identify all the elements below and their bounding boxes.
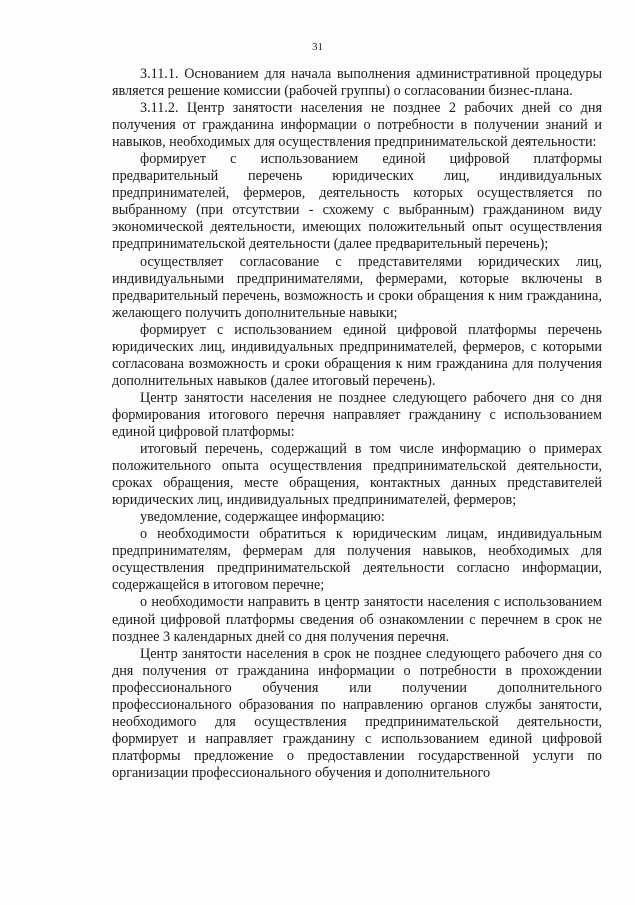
paragraph-need-to-send: о необходимости направить в центр занятости населения с использованием единой цифровой платформы сведения об ознакомлении с перечнем в срок не позднее 3 календарных дней со дня получения перечня. bbox=[112, 594, 602, 645]
paragraph-preliminary-list: формирует с использованием единой цифровой платформы предварительный перечень юридических лиц, индивидуальных предпринимателей, фермеров, деятельность которых осуществляется по выбранному (при отсутствии - схожему с выбранным) гражданином виду экономической деятельности, имеющих положительный опыт осуществления предпринимательской деятельности (далее предварительный перечень); bbox=[112, 151, 602, 253]
paragraph-final-list-content: итоговый перечень, содержащий в том числе информацию о примерах положительного опыта осуществления предпринимательской деятельности, сроках обращения, месте обращения, контактных данных представителей юридических лиц, индивидуальных предпринимателей, фермеров; bbox=[112, 441, 602, 509]
paragraph-training-offer: Центр занятости населения в срок не позднее следующего рабочего дня со дня получения от гражданина информации о потребности в прохождении профессионального обучения или получении дополнительного профессионального образования по направлению органов службы занятости, необходимого для осуществления предпринимательской деятельности, формирует и направляет гражданину с использованием единой цифровой платформы предложение о предоставлении государственной услуги по организации профессионального обучения и дополнительного bbox=[112, 645, 602, 781]
page-number: 31 bbox=[312, 41, 323, 53]
document-body bbox=[112, 66, 602, 782]
paragraph-final-list: формирует с использованием единой цифровой платформы перечень юридических лиц, индивидуальных предпринимателей, фермеров, с которыми согласована возможность и сроки обращения к ним гражданина для получения дополнительных навыков (далее итоговый перечень). bbox=[112, 321, 602, 389]
paragraph-3-11-2: 3.11.2. Центр занятости населения не позднее 2 рабочих дней со дня получения от гражданина информации о потребности в получении знаний и навыков, необходимых для осуществления предпринимательской деятельности: bbox=[112, 100, 602, 151]
paragraph-employment-center-sends: Центр занятости населения не позднее следующего рабочего дня со дня формирования итогового перечня направляет гражданину с использованием единой цифровой платформы: bbox=[112, 389, 602, 440]
paragraph-coordination: осуществляет согласование с представителями юридических лиц, индивидуальными предпринимателями, фермерами, которые включены в предварительный перечень, возможность и сроки обращения к ним гражданина, желающего получить дополнительные навыки; bbox=[112, 253, 602, 321]
paragraph-need-to-contact: о необходимости обратиться к юридическим лицам, индивидуальным предпринимателям, фермерам для получения навыков, необходимых для осуществления предпринимательской деятельности согласно информации, содержащейся в итоговом перечне; bbox=[112, 526, 602, 594]
paragraph-notification: уведомление, содержащее информацию: bbox=[140, 509, 385, 526]
paragraph-3-11-1: 3.11.1. Основанием для начала выполнения административной процедуры является решение комиссии (рабочей группы) о согласовании бизнес-плана. bbox=[112, 66, 602, 100]
